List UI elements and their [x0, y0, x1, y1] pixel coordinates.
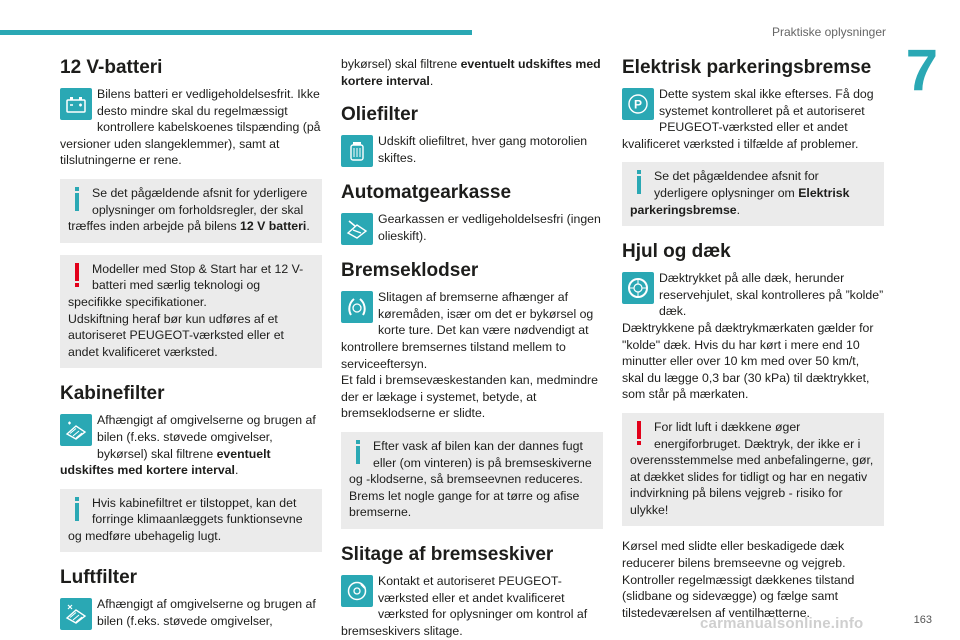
- chapter-number: 7: [905, 38, 938, 103]
- info-icon: [630, 170, 648, 196]
- heading-battery: 12 V-batteri: [60, 57, 163, 78]
- info-icon: [68, 497, 86, 523]
- info-box-pads: [341, 432, 603, 529]
- discs-paragraph: [341, 573, 603, 639]
- wheels-warning-text: For lidt luft i dækkene øger energiforbruget. Dæktryk, der ikke er i overensstemmelse med anbefalingerne, gør, at dækket slides for tidligt og har en negativ indvirkning på bilens vejgreb - risiko for ulykke!: [630, 419, 874, 517]
- heading-gearbox: Automatgearkasse: [341, 182, 512, 204]
- cabin-paragraph: [60, 412, 322, 478]
- warning-box-battery: [60, 255, 322, 369]
- brake-pads-icon: [341, 291, 373, 323]
- air-text-continued: bykørsel) skal filtrene eventuelt udskiftes med kortere interval.: [341, 57, 601, 88]
- cabin-text: Afhængigt af omgivelserne og brugen af bilen (f.eks. støvede omgivelser, bykørsel) skal filtrene eventuelt udskiftes med kortere interval.: [60, 413, 316, 478]
- oil-text: Udskift oliefiltret, hver gang motorolien skiftes.: [378, 134, 588, 165]
- air-text: Afhængigt af omgivelserne og brugen af bilen (f.eks. støvede omgivelser,: [97, 597, 316, 629]
- wheels-text-1: Dæktrykket på alle dæk, herunder reservehjulet, skal kontrolleres på ”kolde” dæk.: [659, 271, 884, 319]
- watermark: carmanualsonline.info: [700, 615, 864, 632]
- column-1: [60, 56, 322, 638]
- battery-paragraph: [60, 86, 322, 169]
- heading-brake-pads: Bremseklodser: [341, 260, 479, 282]
- battery-warning-text-1: Modeller med Stop & Start har et 12 V-batteri med særlig teknologi og specifikke specifikationer.: [68, 261, 304, 309]
- warning-icon: [68, 263, 86, 289]
- discs-text: Kontakt et autoriseret PEUGEOT-værksted eller et andet kvalificeret værksted for oplysninger om kontrol af bremseskivers slitage.: [341, 573, 588, 638]
- column-2: [341, 56, 603, 640]
- oil-paragraph: [341, 133, 603, 167]
- svg-text:P: P: [633, 97, 643, 112]
- gearbox-text: Gearkassen er vedligeholdelsesfri (ingen olieskift).: [378, 212, 601, 243]
- section-title: Praktiske oplysninger: [771, 25, 886, 39]
- wheels-text-2: Dæktrykkene på dæktrykmærkaten gælder for "kolde" dæk. Hvis du har kørt i mere end 10 minutter eller over 10 km med over 50 km/t, skal du lægge 0,3 bar (30 kPa) til dæktrykket, som står på mærkaten.: [622, 320, 874, 402]
- park-text: Dette system skal ikke efterses. Få dog systemet kontrolleret på et autoriseret PEUGEOT-værksted eller et andet kvalificeret værksted i tilfælde af problemer.: [622, 87, 874, 151]
- warning-icon: [630, 421, 648, 447]
- heading-wheels: Hjul og dæk: [622, 241, 731, 263]
- parking-brake-icon: [622, 88, 654, 120]
- page-number: 163: [913, 614, 932, 626]
- battery-text: Bilens batteri er vedligeholdelsesfrit. Ikke desto mindre skal du regelmæssigt kontrollere kabelskoenes tilspænding (på versioner uden slangeklemmer), samt at tilslutningerne er rene.: [60, 87, 321, 168]
- cabin-info-text: Hvis kabinefiltret er tilstoppet, kan det forringe klimaanlæggets funktionsevne og medføre ubehagelig lugt.: [68, 495, 303, 543]
- info-box-cabin: [60, 489, 322, 553]
- battery-icon: [60, 88, 92, 120]
- air-paragraph: [60, 596, 322, 630]
- air-filter-icon: [60, 598, 92, 630]
- cabin-filter-icon: [60, 414, 92, 446]
- oil-filter-icon: [341, 135, 373, 167]
- column-3: [622, 56, 884, 629]
- heading-parking-brake: Elektrisk parkeringsbremse: [622, 57, 872, 78]
- park-paragraph: [622, 86, 884, 152]
- battery-info-text: Se det pågældende afsnit for yderligere oplysninger om forholdsregler, der skal træffes inden arbejde på bilens 12 V batteri.: [68, 185, 310, 234]
- heading-cabin-filter: Kabinefilter: [60, 383, 165, 405]
- brake-disc-icon: [341, 575, 373, 607]
- heading-oil-filter: Oliefilter: [341, 104, 419, 126]
- wheels-text-3: Kørsel med slidte eller beskadigede dæk reducerer bilens bremseevne og vejgreb. Kontroller regelmæssigt dækkenes tilstand (slidbane og sidevægge) og fælge samt tilstedeværelsen af ventilhætterne.: [622, 539, 855, 620]
- pads-info-text: Efter vask af bilen kan der dannes fugt eller (om vinteren) is på bremseskiverne og -klodserne, så bremseevnen reduceres. Brems let nogle gange for at tørre og afise bremserne.: [349, 438, 592, 520]
- gearbox-paragraph: [341, 211, 603, 245]
- heading-brake-discs: Slitage af bremseskiver: [341, 543, 554, 565]
- battery-warning-text-2: Udskiftning heraf bør kun udføres af et autoriseret PEUGEOT-værksted eller et andet kvalificeret værksted.: [68, 311, 284, 359]
- pads-text-1: Slitagen af bremserne afhænger af køremåden, især om det er bykørsel og korte ture. Det kan være nødvendigt at kontrollere bremsernes tilstand mellem to serviceeftersyn.: [341, 290, 594, 371]
- pads-paragraph: [341, 289, 603, 422]
- park-info-text: Se det pågældendee afsnit for yderligere oplysninger om Elektrisk parkeringsbremse.: [630, 169, 850, 217]
- info-box-battery: [60, 179, 322, 243]
- wheels-paragraph: [622, 270, 884, 403]
- warning-box-wheels: [622, 413, 884, 527]
- info-icon: [68, 187, 86, 213]
- pads-text-2: Et fald i bremsevæskestanden kan, medmindre der er lækage i systemet, betyde, at bremseklodserne er slidte.: [341, 373, 598, 421]
- info-icon: [349, 440, 367, 466]
- info-box-parking: [622, 162, 884, 226]
- wheel-icon: [622, 272, 654, 304]
- gearbox-icon: [341, 213, 373, 245]
- heading-air-filter: Luftfilter: [60, 567, 138, 589]
- header-bar: [0, 30, 472, 35]
